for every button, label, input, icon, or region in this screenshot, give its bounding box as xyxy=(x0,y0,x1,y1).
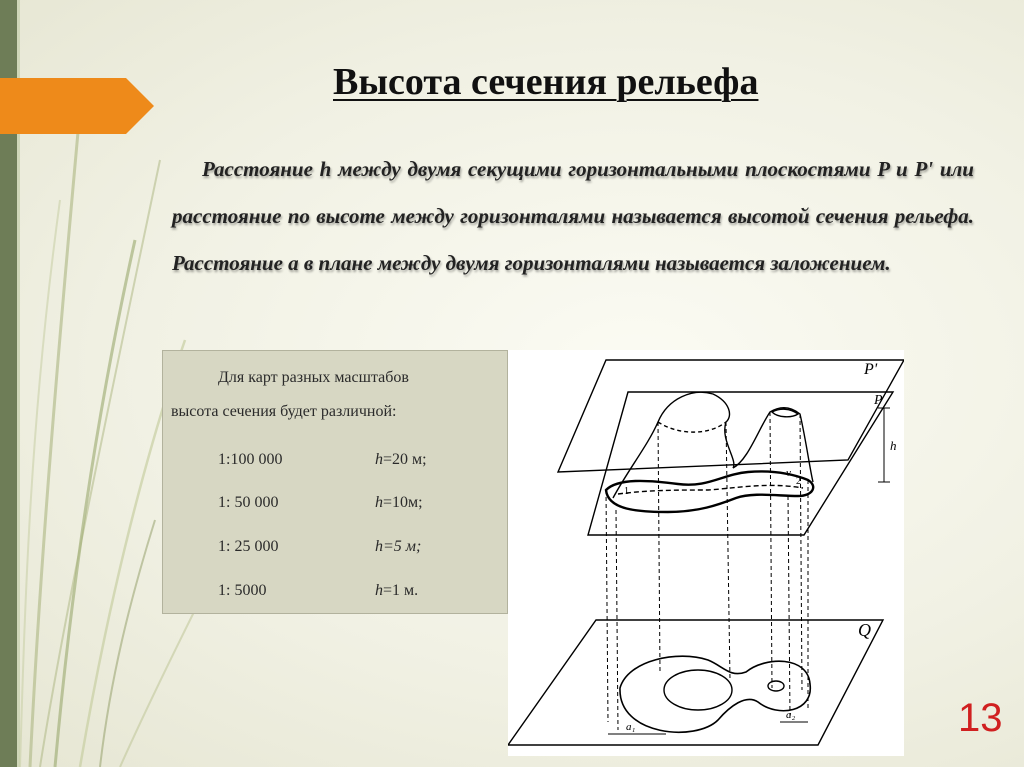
label-p-prime: P' xyxy=(864,361,878,378)
label-a1: a₁ xyxy=(626,721,636,733)
scale-row xyxy=(163,494,509,516)
scale-value: 1:100 000 xyxy=(218,451,283,468)
label-p: P xyxy=(874,393,883,408)
orange-tab-decoration xyxy=(0,78,154,134)
section-height: h=1 м. xyxy=(375,582,419,599)
scale-intro-line-1: Для карт разных масштабов xyxy=(218,369,409,386)
scale-row xyxy=(163,582,509,604)
label-2: 2 xyxy=(796,476,801,487)
scale-row xyxy=(163,538,509,560)
definition-paragraph: Расстояние h между двумя секущими горизонтальными плоскостями P и P' или расстояние по высоте между горизонталями называется высотой сечения рельефа. Расстояние а в плане между двумя горизонталями называется заложением. xyxy=(172,157,974,275)
section-height: h=20 м; xyxy=(375,451,427,468)
contour-outer-q xyxy=(620,656,810,732)
hill-top-contour xyxy=(658,422,726,432)
label-1: 1 xyxy=(624,486,629,497)
scale-value: 1: 50 000 xyxy=(218,494,279,511)
label-h: h xyxy=(890,438,897,453)
slide-title: Высота сечения рельефа xyxy=(333,61,759,103)
scale-row xyxy=(163,451,509,473)
label-q: Q xyxy=(858,620,871,640)
contour-inner-q xyxy=(664,670,732,710)
label-v: v xyxy=(786,467,791,479)
section-height: h=10м; xyxy=(375,494,423,511)
page-number: 13 xyxy=(958,696,1003,740)
peak-contour-q xyxy=(768,681,784,691)
scale-intro-line-2: высота сечения будет различной: xyxy=(171,403,397,420)
contour-dashed xyxy=(618,485,803,494)
plane-q xyxy=(508,620,883,745)
scale-value: 1: 25 000 xyxy=(218,538,279,555)
scale-box xyxy=(162,350,508,614)
relief-section-figure xyxy=(508,350,904,756)
label-a2: a₂ xyxy=(786,709,796,721)
section-height: h=5 м; xyxy=(375,538,422,555)
scale-value: 1: 5000 xyxy=(218,582,267,599)
